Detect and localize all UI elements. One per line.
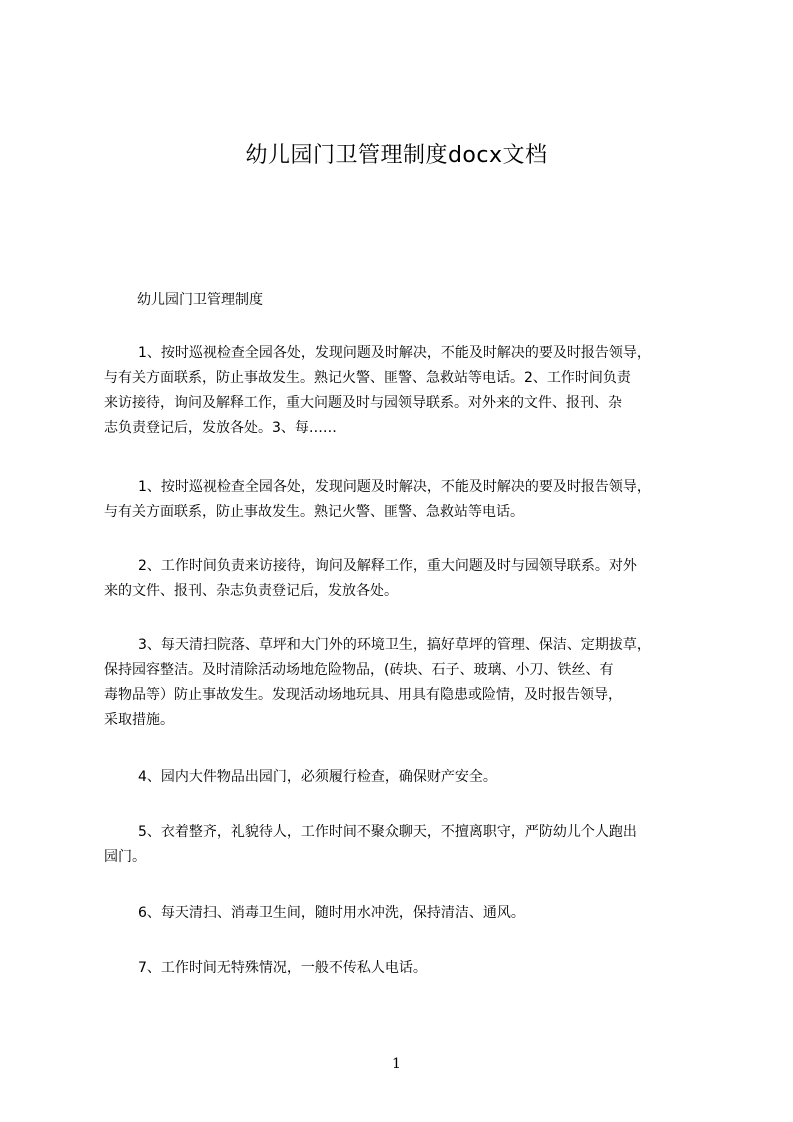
abstract-paragraph	[104, 341, 716, 441]
rule-paragraph-5	[104, 820, 716, 870]
paragraph-line: 来的文件、报刊、杂志负责登记后，发放各处。	[104, 583, 398, 599]
document-title: 幼儿园门卫管理制度docx文档	[245, 143, 548, 168]
abstract-line: 与有关方面联系，防止事故发生。熟记火警、匪警、急救站等电话。2、工作时间负责	[104, 370, 631, 386]
paragraph-line: 园门。	[104, 849, 146, 865]
rule-paragraph-2	[104, 554, 716, 604]
paragraph-line: 2、工作时间负责来访接待，询问及解释工作，重大问题及时与园领导联系。对外	[138, 558, 637, 574]
paragraph-line: 5、衣着整齐，礼貌待人，工作时间不聚众聊天，不擅离职守，严防幼儿个人跑出	[138, 824, 637, 840]
paragraph-line: 3、每天清扫院落、草坪和大门外的环境卫生，搞好草坪的管理、保洁、定期拔草，	[138, 637, 651, 653]
rule-paragraph-6	[104, 901, 716, 926]
abstract-line: 1、按时巡视检查全园各处，发现问题及时解决，不能及时解决的要及时报告领导，	[138, 345, 651, 361]
rule-paragraph-1	[104, 475, 716, 525]
paragraph-line: 保持园容整洁。及时清除活动场地危险物品，(砖块、石子、玻璃、小刀、铁丝、有	[104, 662, 614, 678]
paragraph-line: 4、园内大件物品出园门，必须履行检查，确保财产安全。	[138, 769, 497, 785]
paragraph-line: 7、工作时间无特殊情况，一般不传私人电话。	[138, 960, 427, 976]
abstract-line: 志负责登记后，发放各处。3、每……	[104, 420, 337, 436]
paragraph-line: 采取措施。	[104, 712, 174, 728]
abstract-line: 来访接待，询问及解释工作，重大问题及时与园领导联系。对外来的文件、报刊、杂	[104, 395, 622, 411]
paragraph-line: 毒物品等）防止事故发生。发现活动场地玩具、用具有隐患或险情，及时报告领导，	[104, 687, 622, 703]
rule-paragraph-4	[104, 765, 716, 790]
paragraph-line: 6、每天清扫、消毒卫生间，随时用水冲洗，保持清洁、通风。	[138, 905, 525, 921]
page-number: 1	[392, 1056, 401, 1072]
paragraph-line: 与有关方面联系，防止事故发生。熟记火警、匪警、急救站等电话。	[104, 504, 524, 520]
paragraph-line: 1、按时巡视检查全园各处，发现问题及时解决，不能及时解决的要及时报告领导，	[138, 479, 651, 495]
rule-paragraph-7	[104, 956, 716, 981]
rule-paragraph-3	[104, 633, 716, 733]
document-subtitle: 幼儿园门卫管理制度	[137, 292, 263, 308]
